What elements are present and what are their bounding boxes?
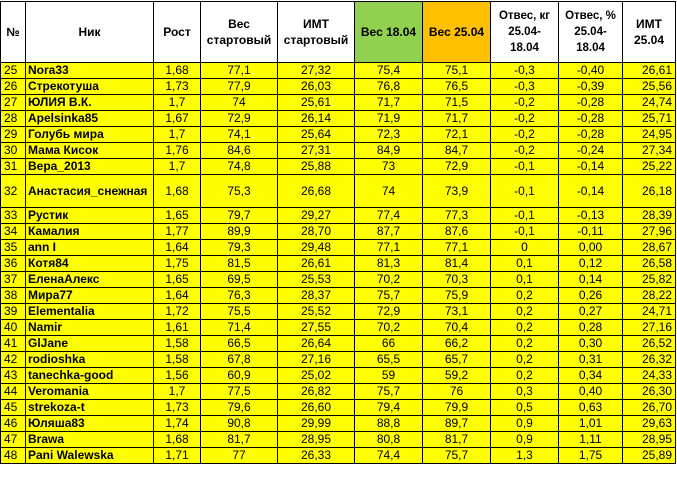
table-row — [1, 416, 676, 432]
cell-loss-kg: 0,2 — [491, 352, 559, 368]
cell-nick: Apelsinka85 — [26, 111, 154, 127]
cell-loss-pct: 0,26 — [559, 288, 623, 304]
cell-loss-pct: 0,28 — [559, 320, 623, 336]
cell-loss-pct: 0,27 — [559, 304, 623, 320]
header-row — [1, 2, 676, 63]
cell-nick: strekoza-t — [26, 400, 154, 416]
cell-weight-2504: 79,9 — [423, 400, 491, 416]
cell-start-weight: 90,8 — [201, 416, 278, 432]
cell-start-bmi: 25,61 — [278, 95, 355, 111]
cell-num: 36 — [1, 256, 26, 272]
cell-height: 1,71 — [154, 448, 201, 464]
cell-bmi-2504: 28,67 — [623, 240, 676, 256]
cell-loss-kg: 0,2 — [491, 368, 559, 384]
cell-start-weight: 89,9 — [201, 224, 278, 240]
cell-loss-kg: -0,2 — [491, 143, 559, 159]
cell-loss-kg: 0,9 — [491, 432, 559, 448]
cell-loss-pct: -0,14 — [559, 175, 623, 208]
cell-height: 1,64 — [154, 288, 201, 304]
cell-num: 31 — [1, 159, 26, 175]
cell-loss-pct: -0,39 — [559, 79, 623, 95]
table-row — [1, 352, 676, 368]
cell-start-bmi: 25,88 — [278, 159, 355, 175]
cell-start-weight: 81,7 — [201, 432, 278, 448]
cell-weight-2504: 76 — [423, 384, 491, 400]
cell-loss-pct: 0,34 — [559, 368, 623, 384]
cell-weight-1804: 71,9 — [355, 111, 423, 127]
cell-weight-1804: 77,1 — [355, 240, 423, 256]
cell-start-weight: 79,7 — [201, 208, 278, 224]
cell-start-bmi: 26,14 — [278, 111, 355, 127]
cell-start-weight: 81,5 — [201, 256, 278, 272]
cell-height: 1,65 — [154, 208, 201, 224]
cell-loss-kg: -0,1 — [491, 224, 559, 240]
cell-start-weight: 66,5 — [201, 336, 278, 352]
cell-weight-2504: 70,4 — [423, 320, 491, 336]
cell-weight-1804: 77,4 — [355, 208, 423, 224]
cell-num: 34 — [1, 224, 26, 240]
cell-start-weight: 69,5 — [201, 272, 278, 288]
cell-loss-pct: -0,28 — [559, 95, 623, 111]
cell-loss-kg: 0,2 — [491, 288, 559, 304]
cell-loss-kg: 0,1 — [491, 256, 559, 272]
cell-num: 38 — [1, 288, 26, 304]
table-row — [1, 159, 676, 175]
table-row — [1, 224, 676, 240]
cell-nick: ann I — [26, 240, 154, 256]
cell-weight-1804: 72,3 — [355, 127, 423, 143]
cell-height: 1,75 — [154, 256, 201, 272]
cell-bmi-2504: 29,63 — [623, 416, 676, 432]
cell-weight-2504: 81,4 — [423, 256, 491, 272]
cell-loss-pct: 0,00 — [559, 240, 623, 256]
cell-height: 1,68 — [154, 432, 201, 448]
table-row — [1, 63, 676, 79]
cell-weight-1804: 74 — [355, 175, 423, 208]
cell-loss-pct: 1,75 — [559, 448, 623, 464]
cell-bmi-2504: 26,52 — [623, 336, 676, 352]
cell-nick: Камалия — [26, 224, 154, 240]
cell-weight-2504: 77,1 — [423, 240, 491, 256]
cell-num: 41 — [1, 336, 26, 352]
cell-start-bmi: 25,02 — [278, 368, 355, 384]
cell-loss-kg: -0,1 — [491, 208, 559, 224]
table-row — [1, 127, 676, 143]
table-row — [1, 304, 676, 320]
cell-num: 35 — [1, 240, 26, 256]
cell-start-bmi: 28,37 — [278, 288, 355, 304]
cell-height: 1,7 — [154, 384, 201, 400]
cell-start-weight: 74,8 — [201, 159, 278, 175]
cell-start-bmi: 29,48 — [278, 240, 355, 256]
cell-bmi-2504: 28,22 — [623, 288, 676, 304]
cell-bmi-2504: 27,16 — [623, 320, 676, 336]
cell-start-bmi: 26,61 — [278, 256, 355, 272]
cell-weight-1804: 80,8 — [355, 432, 423, 448]
cell-num: 47 — [1, 432, 26, 448]
cell-bmi-2504: 28,39 — [623, 208, 676, 224]
cell-loss-pct: 0,12 — [559, 256, 623, 272]
cell-num: 32 — [1, 175, 26, 208]
cell-start-bmi: 26,60 — [278, 400, 355, 416]
table-body — [1, 63, 676, 464]
cell-weight-2504: 75,7 — [423, 448, 491, 464]
cell-loss-kg: -0,1 — [491, 175, 559, 208]
cell-nick: Elementalia — [26, 304, 154, 320]
table-row — [1, 256, 676, 272]
cell-weight-2504: 84,7 — [423, 143, 491, 159]
cell-bmi-2504: 26,30 — [623, 384, 676, 400]
cell-start-bmi: 27,16 — [278, 352, 355, 368]
cell-start-weight: 77,9 — [201, 79, 278, 95]
header-num: № — [1, 2, 26, 63]
cell-bmi-2504: 26,18 — [623, 175, 676, 208]
cell-nick: Мама Кисок — [26, 143, 154, 159]
cell-start-weight: 74 — [201, 95, 278, 111]
table-row — [1, 320, 676, 336]
cell-weight-2504: 75,9 — [423, 288, 491, 304]
cell-start-weight: 77,1 — [201, 63, 278, 79]
table-row — [1, 432, 676, 448]
cell-weight-1804: 74,4 — [355, 448, 423, 464]
cell-start-bmi: 28,95 — [278, 432, 355, 448]
cell-start-bmi: 28,70 — [278, 224, 355, 240]
cell-num: 33 — [1, 208, 26, 224]
cell-bmi-2504: 26,58 — [623, 256, 676, 272]
table-row — [1, 208, 676, 224]
cell-weight-1804: 66 — [355, 336, 423, 352]
cell-bmi-2504: 28,95 — [623, 432, 676, 448]
cell-weight-2504: 89,7 — [423, 416, 491, 432]
cell-height: 1,73 — [154, 79, 201, 95]
cell-loss-pct: -0,14 — [559, 159, 623, 175]
cell-bmi-2504: 25,56 — [623, 79, 676, 95]
cell-num: 43 — [1, 368, 26, 384]
cell-nick: Мира77 — [26, 288, 154, 304]
table-row — [1, 79, 676, 95]
table-row — [1, 111, 676, 127]
header-nick: Ник — [26, 2, 154, 63]
table-row — [1, 336, 676, 352]
cell-height: 1,56 — [154, 368, 201, 384]
cell-weight-2504: 72,1 — [423, 127, 491, 143]
cell-nick: Голубь мира — [26, 127, 154, 143]
cell-nick: ЕленаАлекс — [26, 272, 154, 288]
weight-loss-table — [0, 1, 676, 464]
cell-weight-2504: 59,2 — [423, 368, 491, 384]
cell-height: 1,68 — [154, 175, 201, 208]
header-start-weight: Вес стартовый — [201, 2, 278, 63]
cell-loss-kg: 0,2 — [491, 336, 559, 352]
cell-weight-1804: 71,7 — [355, 95, 423, 111]
cell-weight-1804: 72,9 — [355, 304, 423, 320]
cell-loss-pct: -0,13 — [559, 208, 623, 224]
cell-bmi-2504: 26,32 — [623, 352, 676, 368]
cell-loss-kg: 0,2 — [491, 304, 559, 320]
cell-num: 29 — [1, 127, 26, 143]
cell-weight-2504: 70,3 — [423, 272, 491, 288]
cell-nick: Рустик — [26, 208, 154, 224]
cell-loss-kg: 1,3 — [491, 448, 559, 464]
cell-weight-1804: 76,8 — [355, 79, 423, 95]
cell-start-weight: 84,6 — [201, 143, 278, 159]
cell-loss-pct: 0,63 — [559, 400, 623, 416]
cell-loss-kg: -0,2 — [491, 95, 559, 111]
cell-bmi-2504: 24,71 — [623, 304, 676, 320]
cell-bmi-2504: 24,95 — [623, 127, 676, 143]
table-row — [1, 175, 676, 208]
cell-start-bmi: 25,52 — [278, 304, 355, 320]
cell-weight-1804: 88,8 — [355, 416, 423, 432]
cell-start-bmi: 26,82 — [278, 384, 355, 400]
cell-num: 25 — [1, 63, 26, 79]
cell-weight-2504: 76,5 — [423, 79, 491, 95]
cell-loss-kg: 0,5 — [491, 400, 559, 416]
cell-num: 37 — [1, 272, 26, 288]
cell-num: 39 — [1, 304, 26, 320]
cell-weight-2504: 81,7 — [423, 432, 491, 448]
cell-nick: Pani Walewska — [26, 448, 154, 464]
cell-start-weight: 67,8 — [201, 352, 278, 368]
cell-height: 1,61 — [154, 320, 201, 336]
cell-weight-2504: 77,3 — [423, 208, 491, 224]
cell-loss-pct: -0,40 — [559, 63, 623, 79]
cell-bmi-2504: 26,61 — [623, 63, 676, 79]
cell-weight-2504: 71,7 — [423, 111, 491, 127]
cell-height: 1,77 — [154, 224, 201, 240]
cell-start-weight: 77,5 — [201, 384, 278, 400]
cell-num: 26 — [1, 79, 26, 95]
cell-nick: Стрекотуша — [26, 79, 154, 95]
cell-loss-pct: 0,30 — [559, 336, 623, 352]
cell-start-bmi: 27,31 — [278, 143, 355, 159]
cell-height: 1,67 — [154, 111, 201, 127]
table-row — [1, 272, 676, 288]
cell-loss-kg: 0,2 — [491, 320, 559, 336]
cell-start-bmi: 29,99 — [278, 416, 355, 432]
cell-weight-1804: 75,4 — [355, 63, 423, 79]
cell-loss-pct: -0,24 — [559, 143, 623, 159]
cell-start-weight: 72,9 — [201, 111, 278, 127]
cell-weight-2504: 73,1 — [423, 304, 491, 320]
cell-bmi-2504: 27,96 — [623, 224, 676, 240]
cell-loss-pct: 0,14 — [559, 272, 623, 288]
cell-num: 28 — [1, 111, 26, 127]
cell-num: 40 — [1, 320, 26, 336]
cell-start-bmi: 27,55 — [278, 320, 355, 336]
cell-weight-1804: 65,5 — [355, 352, 423, 368]
cell-nick: Анастасия_снежная — [26, 175, 154, 208]
cell-nick: Вера_2013 — [26, 159, 154, 175]
cell-weight-2504: 72,9 — [423, 159, 491, 175]
cell-bmi-2504: 25,22 — [623, 159, 676, 175]
cell-height: 1,58 — [154, 336, 201, 352]
table-row — [1, 143, 676, 159]
table-row — [1, 240, 676, 256]
cell-loss-kg: -0,3 — [491, 79, 559, 95]
cell-loss-kg: -0,2 — [491, 127, 559, 143]
cell-loss-kg: 0,9 — [491, 416, 559, 432]
cell-start-weight: 74,1 — [201, 127, 278, 143]
cell-start-weight: 60,9 — [201, 368, 278, 384]
cell-nick: rodioshka — [26, 352, 154, 368]
cell-num: 46 — [1, 416, 26, 432]
cell-weight-1804: 59 — [355, 368, 423, 384]
cell-start-weight: 76,3 — [201, 288, 278, 304]
cell-nick: Котя84 — [26, 256, 154, 272]
table-row — [1, 400, 676, 416]
cell-height: 1,73 — [154, 400, 201, 416]
cell-height: 1,7 — [154, 127, 201, 143]
cell-weight-1804: 70,2 — [355, 320, 423, 336]
cell-weight-1804: 79,4 — [355, 400, 423, 416]
cell-loss-pct: 0,40 — [559, 384, 623, 400]
cell-height: 1,64 — [154, 240, 201, 256]
cell-nick: ЮЛИЯ В.К. — [26, 95, 154, 111]
cell-loss-pct: 1,01 — [559, 416, 623, 432]
cell-bmi-2504: 25,89 — [623, 448, 676, 464]
cell-bmi-2504: 25,82 — [623, 272, 676, 288]
cell-nick: Юляша83 — [26, 416, 154, 432]
cell-height: 1,7 — [154, 95, 201, 111]
cell-num: 45 — [1, 400, 26, 416]
cell-nick: GlJane — [26, 336, 154, 352]
cell-loss-kg: 0,3 — [491, 384, 559, 400]
cell-start-bmi: 27,32 — [278, 63, 355, 79]
cell-loss-pct: 0,31 — [559, 352, 623, 368]
cell-height: 1,72 — [154, 304, 201, 320]
cell-start-bmi: 25,64 — [278, 127, 355, 143]
cell-weight-2504: 66,2 — [423, 336, 491, 352]
cell-start-weight: 77 — [201, 448, 278, 464]
cell-nick: Nora33 — [26, 63, 154, 79]
cell-bmi-2504: 25,71 — [623, 111, 676, 127]
cell-bmi-2504: 27,34 — [623, 143, 676, 159]
cell-nick: tanechka-good — [26, 368, 154, 384]
header-loss-kg: Отвес, кг 25.04-18.04 — [491, 2, 559, 63]
cell-loss-kg: -0,1 — [491, 159, 559, 175]
header-bmi-2504: ИМТ 25.04 — [623, 2, 676, 63]
cell-weight-2504: 71,5 — [423, 95, 491, 111]
table-row — [1, 384, 676, 400]
cell-height: 1,65 — [154, 272, 201, 288]
cell-weight-2504: 75,1 — [423, 63, 491, 79]
cell-weight-2504: 65,7 — [423, 352, 491, 368]
cell-weight-1804: 87,7 — [355, 224, 423, 240]
cell-start-bmi: 26,68 — [278, 175, 355, 208]
cell-num: 27 — [1, 95, 26, 111]
cell-num: 48 — [1, 448, 26, 464]
cell-height: 1,76 — [154, 143, 201, 159]
table-row — [1, 448, 676, 464]
cell-nick: Brawa — [26, 432, 154, 448]
cell-loss-pct: -0,11 — [559, 224, 623, 240]
cell-weight-1804: 75,7 — [355, 288, 423, 304]
cell-num: 30 — [1, 143, 26, 159]
header-start-bmi: ИМТ стартовый — [278, 2, 355, 63]
header-loss-pct: Отвес, % 25.04-18.04 — [559, 2, 623, 63]
table-row — [1, 368, 676, 384]
cell-weight-1804: 75,7 — [355, 384, 423, 400]
cell-weight-2504: 87,6 — [423, 224, 491, 240]
cell-nick: Namir — [26, 320, 154, 336]
cell-nick: Veromania — [26, 384, 154, 400]
header-weight-2504: Вес 25.04 — [423, 2, 491, 63]
cell-start-bmi: 26,64 — [278, 336, 355, 352]
cell-loss-pct: -0,28 — [559, 111, 623, 127]
cell-height: 1,58 — [154, 352, 201, 368]
cell-loss-kg: -0,3 — [491, 63, 559, 79]
cell-loss-pct: -0,28 — [559, 127, 623, 143]
cell-loss-kg: -0,2 — [491, 111, 559, 127]
cell-bmi-2504: 26,70 — [623, 400, 676, 416]
cell-bmi-2504: 24,74 — [623, 95, 676, 111]
cell-num: 44 — [1, 384, 26, 400]
cell-start-bmi: 26,03 — [278, 79, 355, 95]
cell-start-weight: 71,4 — [201, 320, 278, 336]
cell-loss-kg: 0 — [491, 240, 559, 256]
cell-loss-kg: 0,1 — [491, 272, 559, 288]
cell-start-weight: 75,5 — [201, 304, 278, 320]
cell-height: 1,74 — [154, 416, 201, 432]
cell-start-weight: 75,3 — [201, 175, 278, 208]
cell-num: 42 — [1, 352, 26, 368]
cell-weight-1804: 84,9 — [355, 143, 423, 159]
cell-weight-1804: 73 — [355, 159, 423, 175]
cell-start-weight: 79,6 — [201, 400, 278, 416]
header-height: Рост — [154, 2, 201, 63]
header-weight-1804: Вес 18.04 — [355, 2, 423, 63]
cell-start-bmi: 29,27 — [278, 208, 355, 224]
cell-start-bmi: 25,53 — [278, 272, 355, 288]
table-row — [1, 95, 676, 111]
table-row — [1, 288, 676, 304]
cell-weight-2504: 73,9 — [423, 175, 491, 208]
cell-weight-1804: 70,2 — [355, 272, 423, 288]
cell-start-weight: 79,3 — [201, 240, 278, 256]
cell-weight-1804: 81,3 — [355, 256, 423, 272]
cell-height: 1,68 — [154, 63, 201, 79]
cell-loss-pct: 1,11 — [559, 432, 623, 448]
cell-bmi-2504: 24,33 — [623, 368, 676, 384]
cell-height: 1,7 — [154, 159, 201, 175]
cell-start-bmi: 26,33 — [278, 448, 355, 464]
